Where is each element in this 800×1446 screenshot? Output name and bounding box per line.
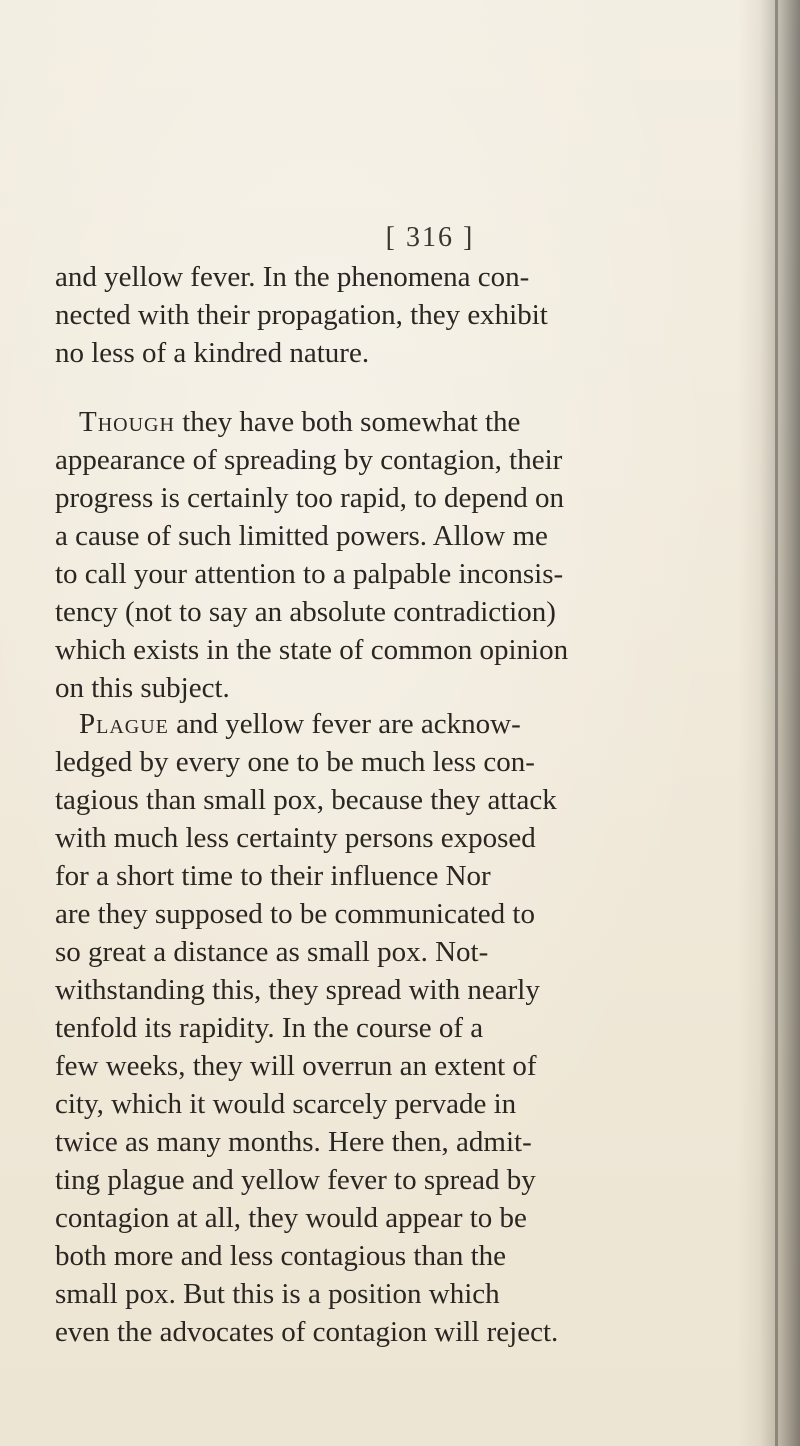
text-line: few weeks, they will overrun an extent of bbox=[55, 1050, 537, 1082]
paragraph-lead-word: Though bbox=[79, 406, 175, 438]
text-line: are they supposed to be communicated to bbox=[55, 898, 535, 930]
text-line: withstanding this, they spread with nearly bbox=[55, 974, 540, 1006]
text-line: even the advocates of contagion will reject. bbox=[55, 1316, 559, 1348]
text-line: a cause of such limitted powers. Allow me bbox=[55, 520, 548, 552]
text-line: tency (not to say an absolute contradiction) bbox=[55, 596, 556, 628]
text-line: progress is certainly too rapid, to depend on bbox=[55, 482, 564, 514]
text-line: small pox. But this is a position which bbox=[55, 1278, 500, 1310]
paragraph-3 bbox=[55, 705, 740, 1351]
text-line: to call your attention to a palpable inconsis- bbox=[55, 558, 564, 590]
text-line: they have both somewhat the bbox=[174, 406, 521, 438]
page-edge-shadow bbox=[738, 0, 800, 1446]
text-line: on this subject. bbox=[55, 672, 230, 704]
text-line-first bbox=[55, 403, 740, 441]
text-line: with much less certainty persons exposed bbox=[55, 822, 536, 854]
text-line: city, which it would scarcely pervade in bbox=[55, 1088, 517, 1120]
text-line: ledged by every one to be much less con- bbox=[55, 746, 535, 778]
text-line: both more and less contagious than the bbox=[55, 1240, 507, 1272]
page-number: [ 316 ] bbox=[385, 222, 475, 253]
paragraph-1 bbox=[55, 258, 740, 372]
text-line: tenfold its rapidity. In the course of a bbox=[55, 1012, 484, 1044]
paragraph-lead-word: Plague bbox=[79, 708, 169, 740]
text-line: so great a distance as small pox. Not- bbox=[55, 936, 489, 968]
text-line: twice as many months. Here then, admit- bbox=[55, 1126, 532, 1158]
text-line: contagion at all, they would appear to be bbox=[55, 1202, 527, 1234]
text-line: nected with their propagation, they exhibit bbox=[55, 299, 548, 331]
page-binding-edge bbox=[775, 0, 778, 1446]
paragraph-2 bbox=[55, 403, 740, 707]
text-line: for a short time to their influence Nor bbox=[55, 860, 491, 892]
text-line: tagious than small pox, because they attack bbox=[55, 784, 557, 816]
text-line-first bbox=[55, 705, 740, 743]
text-line: and yellow fever. In the phenomena con- bbox=[55, 261, 530, 293]
text-line: no less of a kindred nature. bbox=[55, 337, 370, 369]
text-line: and yellow fever are acknow- bbox=[168, 708, 521, 740]
text-line: ting plague and yellow fever to spread by bbox=[55, 1164, 536, 1196]
text-line: appearance of spreading by contagion, their bbox=[55, 444, 563, 476]
text-line: which exists in the state of common opinion bbox=[55, 634, 569, 666]
